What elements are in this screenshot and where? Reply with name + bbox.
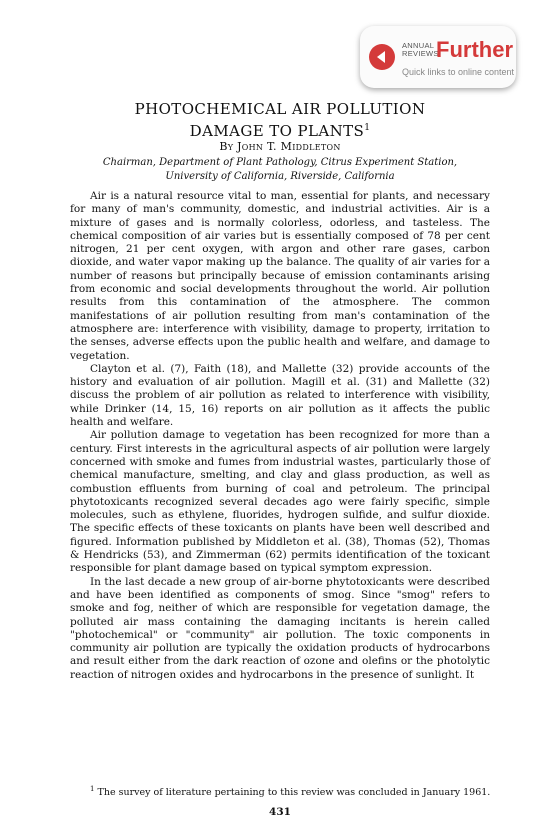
article-title [0, 100, 560, 141]
paragraph: In the last decade a new group of air-borne phytotoxicants were described and have been identified as components of smog. Since "smog" refers to smoke and fog, neither of which are responsible for vegetation damage, the polluted air mass containing the damaging incitants is herein called "photochemical" or "community" air pollution. The toxic components in community air pollution are typically the oxidation products of hydrocarbons and result either from the dark reaction of ozone and olefins or the photolytic reaction of nitrogen oxides and hydrocarbons in the presence of sunlight. It [70, 575, 490, 681]
back-arrow-icon [369, 44, 395, 70]
title-line-1: PHOTOCHEMICAL AIR POLLUTION [134, 100, 426, 118]
paragraph: Air is a natural resource vital to man, essential for plants, and necessary for many of man's community, domestic, and industrial activities. Air is a mixture of gases and is normally colorless, odorless, and tasteless. The chemical composition of air varies but is essentially composed of 78 per cent nitrogen, 21 per cent oxygen, with argon and other rare gases, carbon dioxide, and water vapor making up the balance. The quality of air varies for a number of reasons but principally because of emission contaminants arising from economic and social developments throughout the world. Air pollution results from this contamination of the atmosphere. The common manifestations of air pollution resulting from man's contamination of the atmosphere are: interference with visibility, damage to property, irritation to the senses, adverse effects upon the public health and welfare, and damage to vegetation. [70, 190, 490, 362]
author-byline: By John T. Middleton [219, 140, 341, 153]
footnote: $^1$ The survey of literature pertaining to this review was concluded in January 1961. [90, 785, 491, 799]
article-body [70, 190, 490, 682]
author-affiliation: Chairman, Department of Plant Pathology, Citrus Experiment Station, University of California, Riverside, California [102, 157, 458, 182]
title-line-2: DAMAGE TO PLANTS$^1$ [189, 122, 371, 140]
quick-links-label[interactable]: Quick links to online content [402, 67, 515, 77]
paragraph: Clayton et al. (7), Faith (18), and Mallette (32) provide accounts of the history and evaluation of air pollution. Magill et al. (31) and Mallette (32) discuss the problem of air pollution as related to interference with visibility, while Drinker (14, 15, 16) reports on air pollution as it affects the public health and welfare. [70, 362, 490, 429]
annual-reviews-further-badge[interactable] [360, 26, 516, 88]
page-number: 431 [269, 806, 291, 818]
paragraph: Air pollution damage to vegetation has been recognized for more than a century. First interests in the agricultural aspects of air pollution were largely concerned with smoke and fumes from industrial wastes, particularly those of chemical manufacture, smelting, and clay and glass production, as well as combustion effluents from burning of coal and petroleum. The principal phytotoxicants recognized several decades ago were fairly specific, simple molecules, such as ethylene, fluorides, hydrogen sulfide, and sulfur dioxide. The specific effects of these toxicants on plants have been well described and figured. Information published by Middleton et al. (38), Thomas (52), Thomas & Hendricks (53), and Zimmerman (62) permits identification of the toxicant responsible for plant damage based on typical symptom expression. [70, 429, 490, 575]
annual-reviews-logo-text: ANNUAL REVIEWS [402, 41, 439, 58]
further-label: Further [436, 37, 513, 62]
footnote-marker[interactable]: 1 [364, 123, 371, 133]
